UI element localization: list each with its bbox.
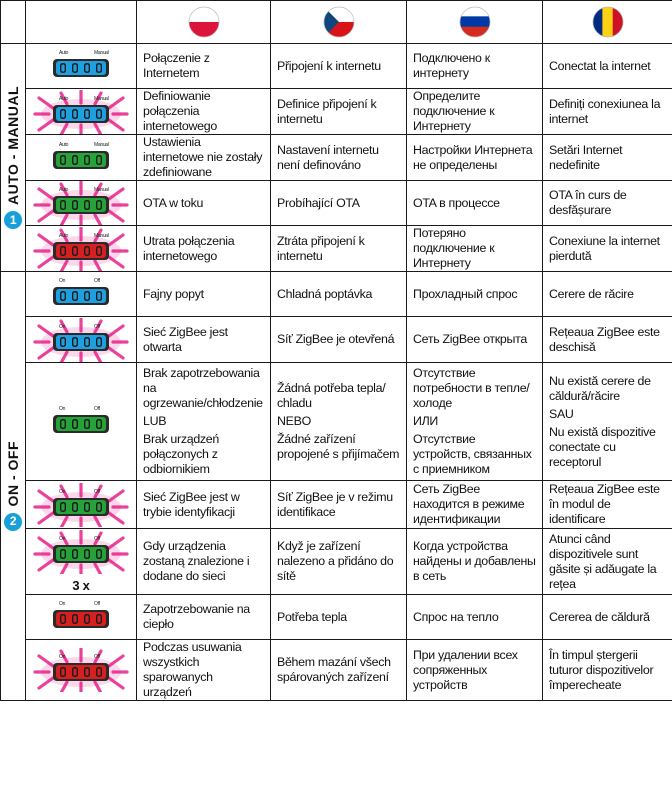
status-text-pl: Ustawienia internetowe nie zostały zdefiniowane bbox=[137, 135, 271, 181]
header-row bbox=[1, 1, 672, 44]
status-text-ru: Сеть ZigBee находится в режиме идентификации bbox=[407, 481, 543, 529]
status-text-pl: Fajny popyt bbox=[137, 272, 271, 317]
status-text-cs: Během mazání všech spárovaných zařízení bbox=[271, 640, 407, 701]
section-title: AUTO - MANUAL bbox=[4, 85, 21, 205]
status-paragraph: Žádné zařízení propojené s přijímačem bbox=[277, 432, 400, 461]
led-indicator-cell bbox=[26, 44, 137, 89]
status-paragraph: Žádná potřeba tepla/ chladu bbox=[277, 381, 386, 410]
receiver-led-icon bbox=[33, 318, 129, 362]
led-indicator-cell bbox=[26, 529, 137, 595]
status-text-ro: Rețeaua ZigBee este în modul de identificare bbox=[543, 481, 672, 529]
svg-text:Off: Off bbox=[94, 536, 100, 542]
section-number-badge: 1 bbox=[4, 211, 22, 229]
table-row bbox=[1, 272, 672, 317]
table-row bbox=[1, 595, 672, 640]
svg-text:Off: Off bbox=[94, 601, 100, 607]
led-indicator-cell bbox=[26, 317, 137, 363]
status-paragraph: Nu există cerere de căldură/răcire bbox=[549, 373, 651, 403]
receiver-led-icon bbox=[33, 483, 129, 527]
led-indicator-cell bbox=[26, 640, 137, 701]
status-text-pl: Zapotrzebowanie na ciepło bbox=[137, 595, 271, 640]
status-text-ru: При удалении всех сопряженных устройств bbox=[407, 640, 543, 701]
status-text-pl: Sieć ZigBee jest otwarta bbox=[137, 317, 271, 363]
header-cs bbox=[271, 1, 407, 44]
status-text-pl: Gdy urządzenia zostaną znalezione i dodane do sieci bbox=[137, 529, 271, 595]
status-text-ru: Спрос на тепло bbox=[407, 595, 543, 640]
status-text-ro: În timpul ștergerii tuturor dispozitivelor împerecheate bbox=[543, 640, 672, 701]
svg-text:Off: Off bbox=[94, 278, 100, 284]
russia-flag-icon bbox=[407, 6, 542, 38]
table-row bbox=[1, 640, 672, 701]
header-blank-side bbox=[1, 1, 26, 44]
svg-text:Auto: Auto bbox=[59, 141, 69, 148]
receiver-led-icon bbox=[33, 227, 129, 271]
status-text-cs: Chladná poptávka bbox=[271, 272, 407, 317]
svg-text:Off: Off bbox=[94, 323, 100, 330]
status-text-cs: Nastavení internetu není definováno bbox=[271, 135, 407, 181]
header-blank-icon bbox=[26, 1, 137, 44]
status-text-ru: Прохладный спрос bbox=[407, 272, 543, 317]
svg-text:Off: Off bbox=[94, 488, 100, 495]
status-text-ro: Conectat la internet bbox=[543, 44, 672, 89]
status-text-ru: Когда устройства найдены и добавлены в сеть bbox=[407, 529, 543, 595]
status-text-cs: Když je zařízení nalezeno a přidáno do sítě bbox=[271, 529, 407, 595]
svg-text:On: On bbox=[59, 654, 66, 660]
romania-flag-icon bbox=[543, 6, 672, 38]
status-text-pl: Połączenie z Internetem bbox=[137, 44, 271, 89]
svg-text:Auto: Auto bbox=[59, 95, 69, 102]
status-text-pl bbox=[137, 363, 271, 481]
receiver-led-icon bbox=[33, 44, 129, 88]
status-text-ro: Atunci când dispozitivele sunt găsite și adăugate la rețea bbox=[543, 529, 672, 595]
header-pl bbox=[137, 1, 271, 44]
status-paragraph: LUB bbox=[143, 414, 167, 428]
receiver-led-icon bbox=[33, 272, 129, 316]
svg-text:Manual: Manual bbox=[94, 141, 109, 148]
led-indicator-cell bbox=[26, 272, 137, 317]
led-indicator-cell bbox=[26, 363, 137, 481]
status-text-cs: Síť ZigBee je otevřená bbox=[271, 317, 407, 363]
table-row bbox=[1, 89, 672, 135]
status-text-ru: Потеряно подключение к Интернету bbox=[407, 226, 543, 272]
status-paragraph: Отсутствие устройств, связанных с приемником bbox=[413, 432, 532, 476]
header-ro bbox=[543, 1, 672, 44]
receiver-led-icon bbox=[33, 90, 129, 134]
status-text-ru: Определите подключение к Интернету bbox=[407, 89, 543, 135]
status-text-ru: Настройки Интернета не определены bbox=[407, 135, 543, 181]
section-number-badge: 2 bbox=[4, 513, 22, 531]
status-text-cs: Definice připojení k internetu bbox=[271, 89, 407, 135]
poland-flag-icon bbox=[137, 6, 270, 38]
svg-text:Auto: Auto bbox=[59, 50, 69, 56]
czech-flag-icon bbox=[271, 6, 406, 38]
status-paragraph: Brak urządzeń połączonych z odbiornikiem bbox=[143, 432, 219, 476]
svg-text:On: On bbox=[59, 536, 66, 542]
svg-text:On: On bbox=[59, 323, 66, 330]
status-paragraph: Отсутствие потребности в тепле/холоде bbox=[413, 366, 530, 410]
section-title: ON - OFF bbox=[4, 441, 21, 507]
status-text-ro: Rețeaua ZigBee este deschisă bbox=[543, 317, 672, 363]
header-ru bbox=[407, 1, 543, 44]
led-indicator-cell bbox=[26, 135, 137, 181]
section-label-1 bbox=[1, 44, 26, 272]
table-body bbox=[1, 1, 672, 701]
svg-text:Off: Off bbox=[94, 654, 100, 660]
receiver-led-icon bbox=[33, 136, 129, 180]
status-text-ru: Подключено к интернету bbox=[407, 44, 543, 89]
table-row bbox=[1, 317, 672, 363]
status-text-ro: Setări Internet nedefinite bbox=[543, 135, 672, 181]
status-paragraph: Brak zapotrzebowania na ogrzewanie/chłodzenie bbox=[143, 366, 263, 410]
svg-text:Manual: Manual bbox=[94, 187, 109, 193]
status-text-cs bbox=[271, 363, 407, 481]
svg-text:On: On bbox=[59, 488, 66, 495]
led-indicator-cell bbox=[26, 181, 137, 226]
svg-text:Manual: Manual bbox=[94, 232, 109, 239]
table-row bbox=[1, 363, 672, 481]
status-text-cs: Ztráta připojení k internetu bbox=[271, 226, 407, 272]
svg-text:On: On bbox=[59, 278, 66, 284]
svg-text:Manual: Manual bbox=[94, 50, 109, 56]
status-text-pl: Definiowanie połączenia internetowego bbox=[137, 89, 271, 135]
status-text-pl: Sieć ZigBee jest w trybie identyfikacji bbox=[137, 481, 271, 529]
led-indicator-cell bbox=[26, 481, 137, 529]
receiver-led-icon bbox=[33, 181, 129, 225]
svg-text:Off: Off bbox=[94, 405, 100, 412]
table-row bbox=[1, 481, 672, 529]
repeat-count: 3 x bbox=[72, 578, 90, 593]
status-text-cs: Síť ZigBee je v režimu identifikace bbox=[271, 481, 407, 529]
status-text-pl: Utrata połączenia internetowego bbox=[137, 226, 271, 272]
svg-text:Auto: Auto bbox=[59, 187, 69, 193]
svg-text:Manual: Manual bbox=[94, 95, 109, 102]
svg-text:On: On bbox=[59, 405, 66, 412]
status-text-ro: Definiți conexiunea la internet bbox=[543, 89, 672, 135]
table-row bbox=[1, 135, 672, 181]
section-label-2 bbox=[1, 272, 26, 701]
led-indicator-cell bbox=[26, 595, 137, 640]
table-row bbox=[1, 44, 672, 89]
status-text-pl: OTA w toku bbox=[137, 181, 271, 226]
led-indicator-cell bbox=[26, 89, 137, 135]
receiver-led-icon bbox=[33, 400, 129, 444]
status-text-ro bbox=[543, 363, 672, 481]
status-text-ro: Cererea de căldură bbox=[543, 595, 672, 640]
status-paragraph: SAU bbox=[549, 406, 574, 421]
status-text-cs: Probíhající OTA bbox=[271, 181, 407, 226]
status-paragraph: ИЛИ bbox=[413, 414, 439, 428]
table-row bbox=[1, 226, 672, 272]
receiver-led-icon bbox=[33, 530, 129, 574]
status-text-ru bbox=[407, 363, 543, 481]
table-row bbox=[1, 529, 672, 595]
status-text-ru: OTA в процессе bbox=[407, 181, 543, 226]
svg-text:Auto: Auto bbox=[59, 232, 69, 239]
status-text-pl: Podczas usuwania wszystkich sparowanych urządzeń bbox=[137, 640, 271, 701]
table-row bbox=[1, 181, 672, 226]
receiver-led-icon bbox=[33, 648, 129, 692]
receiver-led-icon bbox=[33, 595, 129, 639]
status-paragraph: Nu există dispozitive conectate cu receptorul bbox=[549, 424, 656, 469]
status-text-ro: Conexiune la internet pierdută bbox=[543, 226, 672, 272]
status-paragraph: NEBO bbox=[277, 414, 311, 428]
status-text-ro: OTA în curs de desfășurare bbox=[543, 181, 672, 226]
status-text-cs: Potřeba tepla bbox=[271, 595, 407, 640]
status-text-ro: Cerere de răcire bbox=[543, 272, 672, 317]
svg-text:On: On bbox=[59, 601, 66, 607]
led-indicator-cell bbox=[26, 226, 137, 272]
status-text-ru: Сеть ZigBee открыта bbox=[407, 317, 543, 363]
status-text-cs: Připojení k internetu bbox=[271, 44, 407, 89]
